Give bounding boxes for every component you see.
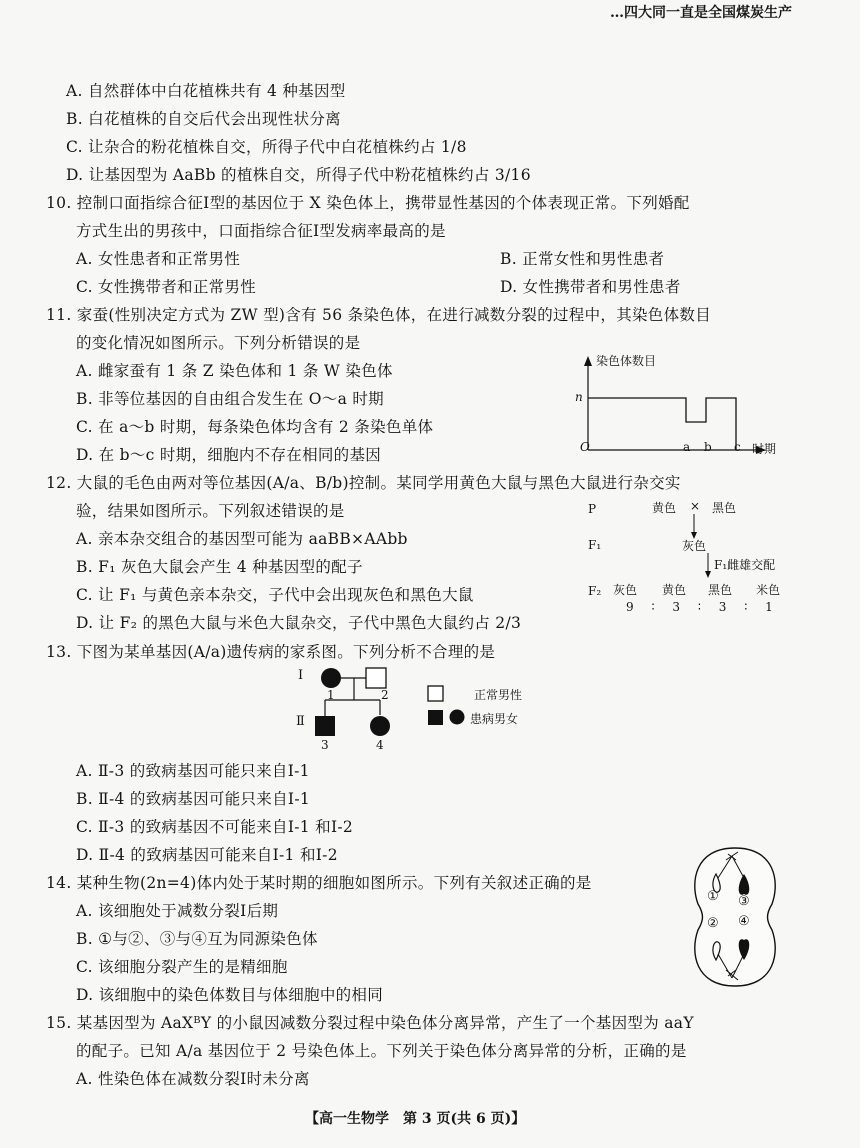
q12-stem-line1: 12. 大鼠的毛色由两对等位基因(A/a、B/b)控制。某同学用黄色大鼠与黑色大鼠进行杂交实 — [46, 474, 681, 492]
q12-option-b: B. F₁ 灰色大鼠会产生 4 种基因型的配子 — [76, 558, 363, 576]
pedigree-II3-affected-male — [315, 716, 335, 736]
q13-option-b: B. Ⅱ-4 的致病基因可能只来自Ⅰ-1 — [76, 790, 311, 808]
q11-option-b: B. 非等位基因的自由组合发生在 O～a 时期 — [76, 390, 384, 408]
q14-option-b: B. ①与②、③与④互为同源染色体 — [76, 930, 318, 948]
pedigree-chart — [300, 660, 560, 755]
q14-option-a: A. 该细胞处于减数分裂Ⅰ后期 — [76, 902, 279, 920]
cross-ratio: 9 ∶ 3 ∶ 3 ∶ 1 — [626, 600, 773, 614]
q11-stem-line1: 11. 家蚕(性别决定方式为 ZW 型)含有 56 条染色体，在进行减数分裂的过程中，其染色体数目 — [46, 306, 712, 324]
q10-option-a: A. 女性患者和正常男性 — [76, 250, 241, 268]
q15-stem-line1: 15. 某基因型为 AaXᴮY 的小鼠因减数分裂过程中染色体分离异常，产生了一个基因型为 aaY — [46, 1014, 694, 1032]
pedigree-II4-affected-female — [370, 716, 390, 736]
q10-option-d: D. 女性携带者和男性患者 — [500, 278, 681, 296]
q9-option-a: A. 自然群体中白花植株共有 4 种基因型 — [66, 82, 346, 100]
legend-normal-label: 正常男性 — [474, 688, 523, 702]
cross-arrow-2 — [703, 553, 713, 579]
q9-option-b: B. 白花植株的自交后代会出现性状分离 — [66, 110, 341, 128]
q10-stem-line1: 10. 控制口面指综合征Ⅰ型的基因位于 X 染色体上，携带显性基因的个体表现正常。下列婚配 — [46, 194, 690, 212]
pedigree-I1-affected-female — [321, 668, 341, 688]
q12-option-d: D. 让 F₂ 的黑色大鼠与米色大鼠杂交，子代中黑色大鼠约占 2/3 — [76, 614, 522, 632]
q9-option-c: C. 让杂合的粉花植株自交，所得子代中白花植株约占 1/8 — [66, 138, 467, 156]
q11-option-d: D. 在 b～c 时期，细胞内不存在相同的基因 — [76, 446, 382, 464]
cross-parent2: 黑色 — [712, 501, 737, 515]
q11-stem-line2: 的变化情况如图所示。下列分析错误的是 — [76, 334, 361, 352]
cross-f2-phenotype-4: 米色 — [756, 583, 781, 597]
q13-option-d: D. Ⅱ-4 的致病基因可能来自Ⅰ-1 和Ⅰ-2 — [76, 846, 338, 864]
q9-option-d: D. 让基因型为 AaBb 的植株自交，所得子代中粉花植株约占 3/16 — [66, 166, 531, 184]
q12-stem-line2: 验，结果如图所示。下列叙述错误的是 — [76, 502, 345, 520]
cross-f2-phenotype-1: 灰色 — [613, 583, 638, 597]
graph-count-line — [588, 398, 736, 450]
q15-stem-line2: 的配子。已知 A/a 基因位于 2 号染色体上。下列关于染色体分离异常的分析，正确的是 — [76, 1042, 687, 1060]
q14-option-d: D. 该细胞中的染色体数目与体细胞中的相同 — [76, 986, 384, 1004]
page-footer: 【高一生物学 第 3 页(共 6 页)】 — [305, 1111, 526, 1127]
legend-affected-female-icon — [450, 710, 465, 725]
q13-option-c: C. Ⅱ-3 的致病基因不可能来自Ⅰ-1 和Ⅰ-2 — [76, 818, 354, 836]
q10-option-b: B. 正常女性和男性患者 — [500, 250, 665, 268]
q15-option-a: A. 性染色体在减数分裂Ⅰ时未分离 — [76, 1070, 310, 1088]
q13-option-a: A. Ⅱ-3 的致病基因可能只来自Ⅰ-1 — [76, 762, 310, 780]
pedigree-gen-1: Ⅰ — [298, 668, 304, 683]
cross-times: × — [690, 499, 701, 513]
pedigree-id-3: 3 — [321, 738, 329, 752]
cross-p-label: P — [588, 502, 597, 516]
pedigree-I2-normal-male — [366, 668, 386, 688]
page-header: …四大同一直是全国煤炭生产 — [610, 5, 792, 21]
q11-option-a: A. 雌家蚕有 1 条 Z 染色体和 1 条 W 染色体 — [76, 362, 393, 380]
cross-f1: 灰色 — [682, 539, 707, 553]
q12-option-a: A. 亲本杂交组合的基因型可能为 aaBB×AAbb — [76, 530, 408, 548]
pedigree-gen-2: Ⅱ — [296, 714, 305, 729]
cross-f1-label: F₁ — [588, 538, 602, 552]
cross-f2-phenotype-3: 黑色 — [708, 583, 733, 597]
dividing-cell-diagram — [680, 842, 790, 992]
graph-tick-b: b — [704, 440, 712, 454]
cross-parent1: 黄色 — [652, 501, 677, 515]
q12-option-c: C. 让 F₁ 与黄色亲本杂交，子代中会出现灰色和黑色大鼠 — [76, 586, 474, 604]
q10-stem-line2: 方式生出的男孩中，口面指综合征Ⅰ型发病率最高的是 — [76, 222, 446, 240]
graph-ylabel: 染色体数目 — [596, 354, 657, 368]
pedigree-id-2: 2 — [381, 688, 389, 702]
q11-option-c: C. 在 a～b 时期，每条染色体均含有 2 条染色单体 — [76, 418, 434, 436]
pedigree-id-4: 4 — [376, 738, 384, 752]
graph-xlabel: 时期 — [752, 442, 777, 456]
q14-stem: 14. 某种生物(2n=4)体内处于某时期的细胞如图所示。下列有关叙述正确的是 — [46, 874, 592, 892]
q14-option-c: C. 该细胞分裂产生的是精细胞 — [76, 958, 288, 976]
q10-option-c: C. 女性携带者和正常男性 — [76, 278, 257, 296]
graph-n-label: n — [575, 390, 583, 404]
graph-tick-a: a — [683, 440, 691, 454]
graph-y-arrow — [584, 356, 592, 366]
cell-label-4: ④ — [738, 914, 750, 929]
graph-origin-label: O — [580, 440, 590, 454]
graph-tick-c: c — [734, 440, 741, 454]
legend-affected-male-icon — [428, 710, 443, 725]
pedigree-id-1: 1 — [327, 688, 335, 702]
cross-f1-note: F₁雌雄交配 — [714, 558, 776, 572]
cross-f2-label: F₂ — [588, 584, 602, 598]
q13-stem: 13. 下图为某单基因(A/a)遗传病的家系图。下列分析不合理的是 — [46, 643, 496, 661]
legend-affected-label: 患病男女 — [470, 712, 519, 726]
legend-normal-male-icon — [428, 686, 443, 701]
cross-f2-phenotype-2: 黄色 — [662, 583, 687, 597]
cell-label-2: ② — [707, 916, 719, 931]
cell-label-1: ① — [707, 889, 719, 904]
cell-label-3: ③ — [738, 894, 750, 909]
